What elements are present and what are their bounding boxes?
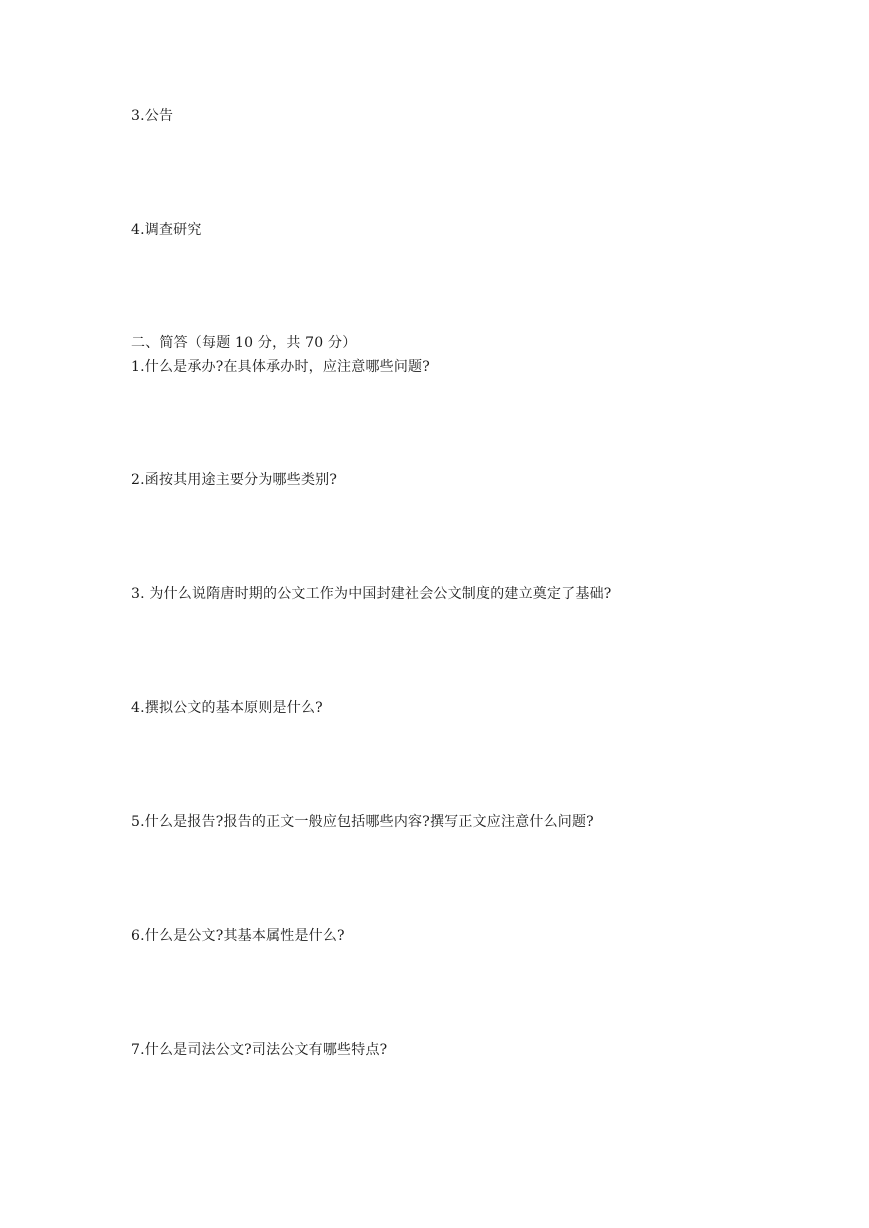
question-4: 4.撰拟公文的基本原则是什么? — [131, 700, 323, 716]
term-item-investigation: 4.调查研究 — [131, 222, 202, 238]
question-2: 2.函按其用途主要分为哪些类别? — [131, 472, 338, 488]
question-3: 3. 为什么说隋唐时期的公文工作为中国封建社会公文制度的建立奠定了基础? — [131, 586, 612, 602]
question-6: 6.什么是公文?其基本属性是什么? — [131, 928, 345, 944]
question-1: 1.什么是承办?在具体承办时，应注意哪些问题? — [131, 359, 430, 375]
term-item-announcement: 3.公告 — [131, 108, 174, 124]
question-5: 5.什么是报告?报告的正文一般应包括哪些内容?撰写正文应注意什么问题? — [131, 814, 594, 830]
section-heading-short-answer: 二、简答（每题 10 分，共 70 分） — [131, 335, 357, 351]
question-7: 7.什么是司法公文?司法公文有哪些特点? — [131, 1042, 388, 1058]
